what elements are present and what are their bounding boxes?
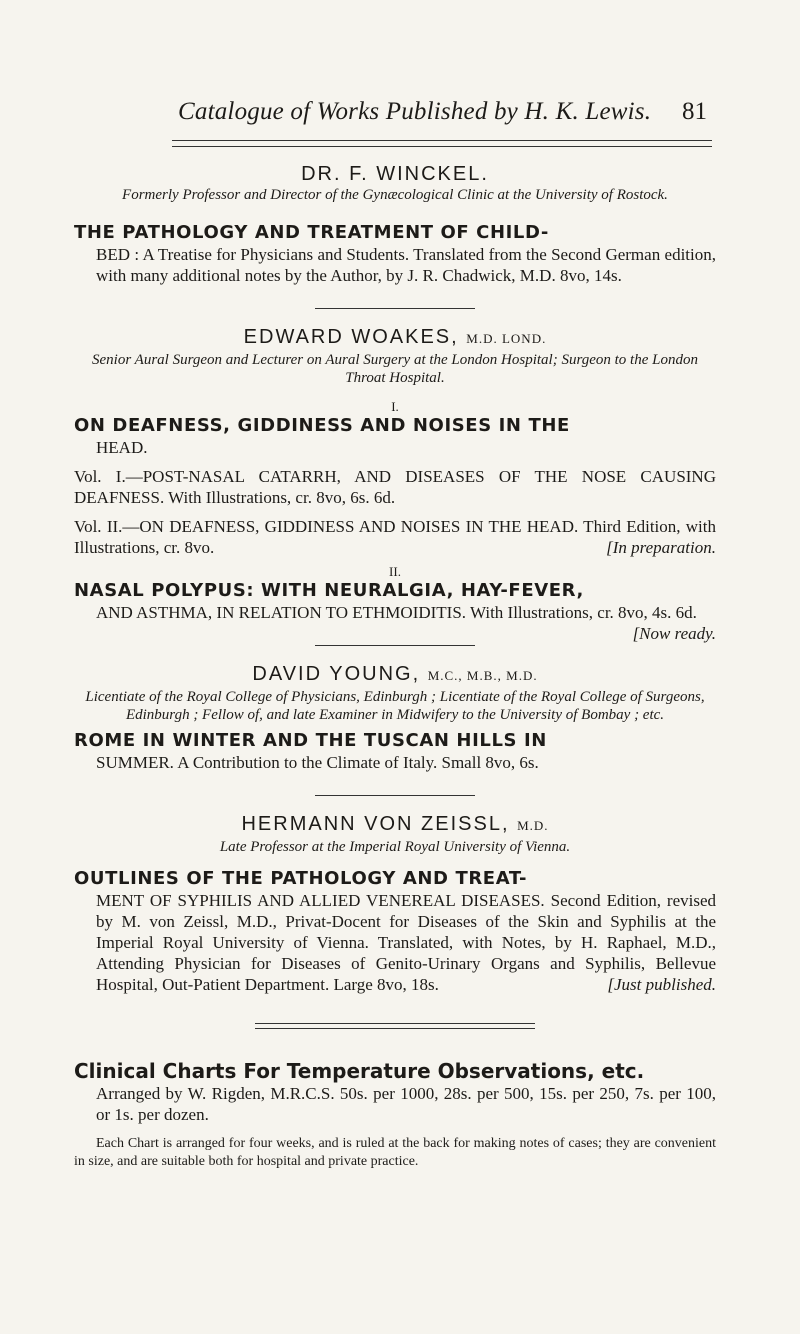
author-name: [74, 325, 716, 351]
author-credential: Licentiate of the Royal College of Physicians, Edinburgh ; Licentiate of the Royal College of Surgeons, Edinburgh ; Fellow of, and late Examiner in Midwifery to the University of Bombay ; etc.: [85, 689, 705, 723]
author-degree: M.D. LOND.: [466, 331, 547, 346]
author-credential: Formerly Professor and Director of the Gynæcological Clinic at the University of Rostock.: [122, 187, 668, 203]
book-title: THE PATHOLOGY AND TREATMENT OF CHILD-: [74, 222, 549, 243]
status-note: [In preparation.: [606, 538, 716, 557]
section-divider: [315, 645, 475, 646]
fine-print-note: Each Chart is arranged for four weeks, and is ruled at the back for making notes of cases; they are convenient in size, and are suitable both for hospital and private practice.: [74, 1136, 716, 1169]
author-credential: Senior Aural Surgeon and Lecturer on Aural Surgery at the London Hospital; Surgeon to the London Throat Hospital.: [92, 352, 698, 386]
book-description: [74, 890, 716, 995]
book-title: ON DEAFNESS, GIDDINESS AND NOISES IN THE: [74, 415, 570, 436]
book-title: ROME IN WINTER AND THE TUSCAN HILLS IN: [74, 730, 547, 751]
status-note: [Just published.: [607, 975, 716, 994]
author-degree: M.C., M.B., M.D.: [427, 668, 538, 683]
title-continuation: HEAD.: [96, 438, 148, 457]
author-name: [74, 812, 716, 838]
book-title: OUTLINES OF THE PATHOLOGY AND TREAT-: [74, 868, 528, 889]
book-description: [74, 602, 716, 643]
section-numeral: II.: [389, 564, 401, 579]
author-name-text: DAVID YOUNG,: [252, 663, 421, 685]
entry-clinical-charts: [74, 1059, 716, 1171]
volume-two-text: Vol. II.—ON DEAFNESS, GIDDINESS AND NOISES IN THE HEAD. Third Edition, with Illustrations, cr. 8vo.: [74, 517, 716, 557]
entry-zeissl: [74, 812, 716, 995]
author-credential: Late Professor at the Imperial Royal University of Vienna.: [219, 839, 571, 855]
entry-young: [74, 662, 716, 773]
volume-one: Vol. I.—POST-NASAL CATARRH, AND DISEASES OF THE NOSE CAUSING DEAFNESS. With Illustrations, cr. 8vo, 6s. 6d.: [74, 467, 716, 507]
entry-woakes: [74, 325, 716, 643]
entry-winckel: [74, 162, 716, 286]
book-description: SUMMER. A Contribution to the Climate of Italy. Small 8vo, 6s.: [96, 753, 539, 772]
section-divider: [255, 1023, 535, 1029]
author-name-text: EDWARD WOAKES,: [243, 326, 459, 348]
catalogue-entries: [74, 156, 716, 1171]
author-degree: M.D.: [517, 818, 549, 833]
author-name: [74, 662, 716, 688]
title-continuation: BED :: [96, 245, 140, 264]
section-numeral: I.: [391, 399, 399, 414]
status-note: [Now ready.: [632, 624, 716, 643]
book-title: NASAL POLYPUS: WITH NEURALGIA, HAY-FEVER,: [74, 580, 584, 601]
running-title: Catalogue of Works Published by H. K. Lewis.: [178, 98, 652, 125]
author-name-text: HERMANN VON ZEISSL,: [241, 813, 510, 835]
section-divider: [315, 795, 475, 796]
book-details: A Treatise for Physicians and Students. Translated from the Second German edition, with many additional notes by the Author, by J. R. Chadwick, M.D. 8vo, 14s.: [96, 245, 716, 285]
author-name: DR. F. WINCKEL.: [301, 163, 489, 185]
book-description: [74, 244, 716, 286]
book-title: Clinical Charts For Temperature Observations, etc.: [74, 1059, 645, 1083]
volume-two: [74, 516, 716, 558]
section-divider: [315, 308, 475, 309]
book-details: AND ASTHMA, IN RELATION TO ETHMOIDITIS. With Illustrations, cr. 8vo, 4s. 6d.: [96, 603, 697, 622]
book-description: Arranged by W. Rigden, M.R.C.S. 50s. per 1000, 28s. per 500, 15s. per 250, 7s. per 100, or 1s. per dozen.: [96, 1084, 716, 1124]
page-number: 81: [682, 98, 707, 125]
book-details: MENT OF SYPHILIS AND ALLIED VENEREAL DISEASES. Second Edition, revised by M. von Zeissl, M.D., Privat-Docent for Diseases of the Skin and Syphilis at the Imperial Royal University of Vienna. Translated, with Notes, by H. Raphael, M.D., Attending Physician for Diseases of Genito-Urinary Organs and Syphilis, Bellevue Hospital, Out-Patient Department. Large 8vo, 18s.: [96, 891, 716, 994]
running-head: [0, 98, 800, 142]
header-rule: [172, 140, 712, 147]
